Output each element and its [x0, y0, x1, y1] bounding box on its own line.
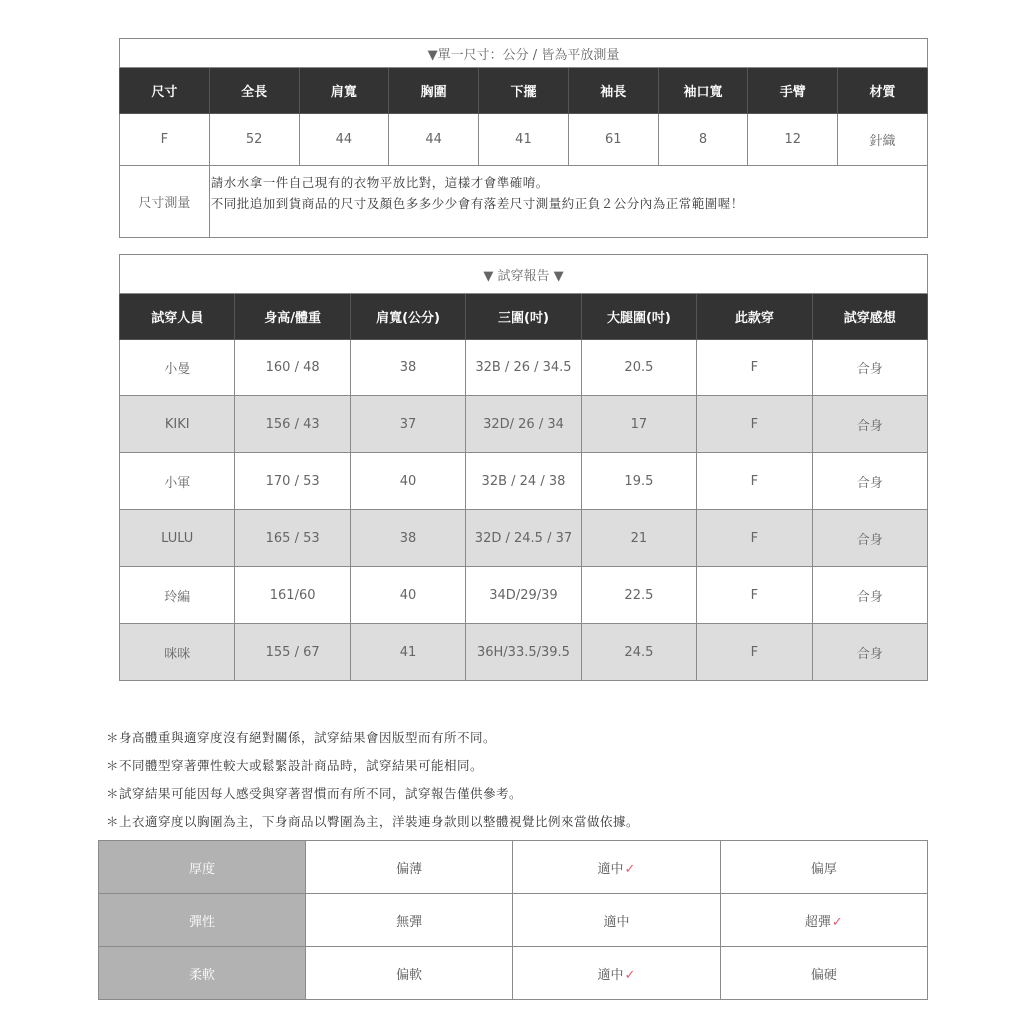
option-cell: [720, 841, 927, 894]
shoulder: 40: [350, 453, 465, 510]
header-material: 材質: [838, 68, 928, 114]
feedback: 合身: [812, 567, 927, 624]
value-material: 針織: [838, 114, 928, 166]
table-row: [120, 567, 928, 624]
worn-size: F: [697, 510, 812, 567]
feedback: 合身: [812, 510, 927, 567]
shoulder: 38: [350, 340, 465, 396]
measurements: 32B / 24 / 38: [466, 453, 581, 510]
table-row: [120, 510, 928, 567]
fitting-report-header-row: [120, 294, 928, 340]
option-label: 適中: [603, 914, 630, 930]
header-measurements: 三圍(吋): [466, 294, 581, 340]
note-item: ＊身高體重與適穿度沒有絕對關係，試穿結果會因版型而有所不同。: [106, 730, 497, 745]
value-sleeve-length: 61: [568, 114, 658, 166]
tester-name: 小曼: [120, 340, 235, 396]
option-label: 偏厚: [810, 861, 837, 877]
header-shoulder: 肩寬: [299, 68, 389, 114]
worn-size: F: [697, 396, 812, 453]
height-weight: 160 / 48: [235, 340, 350, 396]
header-shoulder-cm: 肩寬(公分): [350, 294, 465, 340]
worn-size: F: [697, 453, 812, 510]
option-cell: [720, 947, 927, 1000]
measurements: 36H/33.5/39.5: [466, 624, 581, 681]
note-item: ＊不同體型穿著彈性較大或鬆緊設計商品時，試穿結果可能相同。: [106, 758, 484, 773]
size-note-line: 請水水拿一件自己現有的衣物平放比對，這樣才會準確唷。: [210, 175, 549, 190]
feel-row-softness: [99, 947, 928, 1000]
worn-size: F: [697, 624, 812, 681]
feedback: 合身: [812, 340, 927, 396]
thigh: 22.5: [581, 567, 696, 624]
feedback: 合身: [812, 624, 927, 681]
header-chest: 胸圍: [389, 68, 479, 114]
header-cuff-width: 袖口寬: [658, 68, 748, 114]
header-height-weight: 身高/體重: [235, 294, 350, 340]
worn-size: F: [697, 567, 812, 624]
header-hem: 下擺: [479, 68, 569, 114]
checkmark-icon: ✓: [831, 914, 843, 930]
header-length: 全長: [209, 68, 299, 114]
option-cell: [513, 894, 720, 947]
size-table-note-row: [120, 166, 928, 238]
size-note-label: 尺寸測量: [120, 166, 210, 238]
measurements: 32D/ 26 / 34: [466, 396, 581, 453]
size-note-text: [209, 166, 927, 238]
attribute-label: 厚度: [99, 841, 306, 894]
fitting-report-caption: ▼ 試穿報告 ▼: [120, 255, 928, 294]
header-tester: 試穿人員: [120, 294, 235, 340]
shoulder: 41: [350, 624, 465, 681]
height-weight: 156 / 43: [235, 396, 350, 453]
header-thigh: 大腿圍(吋): [581, 294, 696, 340]
shoulder: 37: [350, 396, 465, 453]
option-cell: [306, 894, 513, 947]
thigh: 21: [581, 510, 696, 567]
option-cell: [306, 947, 513, 1000]
feedback: 合身: [812, 396, 927, 453]
fitting-notes: [106, 727, 639, 839]
size-table-value-row: [120, 114, 928, 166]
height-weight: 161/60: [235, 567, 350, 624]
option-cell: [513, 841, 720, 894]
size-table-header-row: [120, 68, 928, 114]
value-arm: 12: [748, 114, 838, 166]
option-label: 適中: [597, 861, 624, 877]
option-cell: [720, 894, 927, 947]
value-cuff-width: 8: [658, 114, 748, 166]
option-label: 適中: [597, 967, 624, 983]
table-row: [120, 340, 928, 396]
table-row: [120, 453, 928, 510]
checkmark-icon: ✓: [624, 967, 636, 983]
height-weight: 155 / 67: [235, 624, 350, 681]
shoulder: 38: [350, 510, 465, 567]
table-row: [120, 624, 928, 681]
feel-row-thickness: [99, 841, 928, 894]
feedback: 合身: [812, 453, 927, 510]
thigh: 19.5: [581, 453, 696, 510]
header-arm: 手臂: [748, 68, 838, 114]
height-weight: 165 / 53: [235, 510, 350, 567]
thigh: 20.5: [581, 340, 696, 396]
note-item: ＊上衣適穿度以胸圍為主，下身商品以臀圍為主，洋裝連身款則以整體視覺比例來當做依據。: [106, 814, 640, 829]
feel-row-elasticity: [99, 894, 928, 947]
size-table-caption: ▼單一尺寸：公分 / 皆為平放測量: [120, 39, 928, 68]
tester-name: 咪咪: [120, 624, 235, 681]
option-label: 無彈: [396, 914, 423, 930]
size-note-line: 不同批追加到貨商品的尺寸及顏色多多少少會有落差尺寸測量約正負２公分內為正常範圍喔！: [210, 196, 744, 211]
option-label: 偏軟: [396, 967, 423, 983]
value-hem: 41: [479, 114, 569, 166]
measurements: 32D / 24.5 / 37: [466, 510, 581, 567]
attribute-label: 柔軟: [99, 947, 306, 1000]
option-label: 超彈: [804, 914, 831, 930]
option-cell: [513, 947, 720, 1000]
value-shoulder: 44: [299, 114, 389, 166]
tester-name: KIKI: [120, 396, 235, 453]
header-worn-size: 此款穿: [697, 294, 812, 340]
header-feedback: 試穿感想: [812, 294, 927, 340]
value-length: 52: [209, 114, 299, 166]
measurements: 34D/29/39: [466, 567, 581, 624]
option-label: 偏薄: [396, 861, 423, 877]
height-weight: 170 / 53: [235, 453, 350, 510]
value-chest: 44: [389, 114, 479, 166]
option-cell: [306, 841, 513, 894]
tester-name: 玲編: [120, 567, 235, 624]
worn-size: F: [697, 340, 812, 396]
tester-name: 小軍: [120, 453, 235, 510]
thigh: 24.5: [581, 624, 696, 681]
measurements: 32B / 26 / 34.5: [466, 340, 581, 396]
option-label: 偏硬: [810, 967, 837, 983]
tester-name: LULU: [120, 510, 235, 567]
shoulder: 40: [350, 567, 465, 624]
checkmark-icon: ✓: [624, 861, 636, 877]
header-sleeve-length: 袖長: [568, 68, 658, 114]
fabric-feel-table: [98, 840, 928, 1000]
thigh: 17: [581, 396, 696, 453]
header-size: 尺寸: [120, 68, 210, 114]
fitting-report-table: [119, 254, 928, 681]
value-size: F: [120, 114, 210, 166]
size-table: [119, 38, 928, 238]
note-item: ＊試穿結果可能因每人感受與穿著習慣而有所不同，試穿報告僅供參考。: [106, 786, 523, 801]
attribute-label: 彈性: [99, 894, 306, 947]
table-row: [120, 396, 928, 453]
